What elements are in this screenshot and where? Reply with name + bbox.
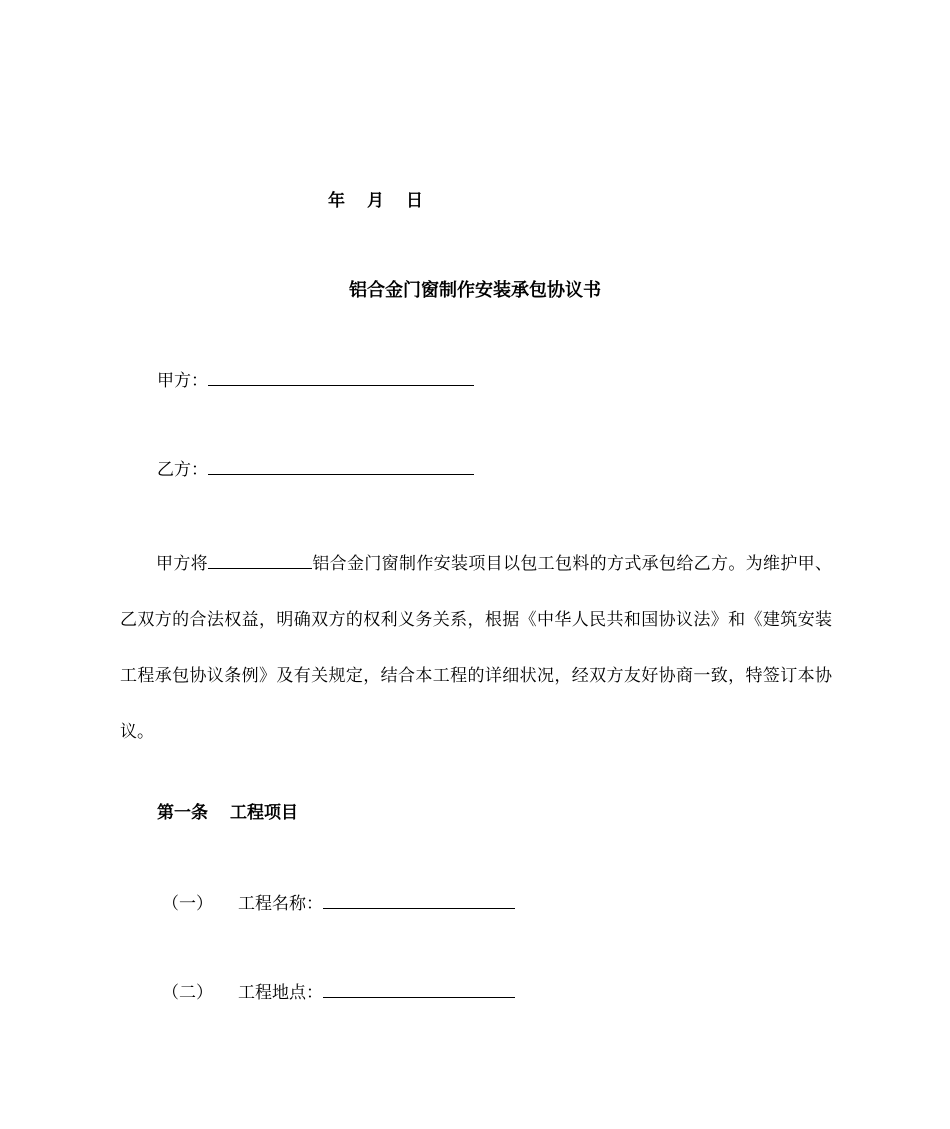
project-name-blank[interactable] <box>208 550 312 569</box>
party-b-field <box>157 455 474 480</box>
party-b-blank[interactable] <box>208 456 474 475</box>
date-day: 日 <box>406 191 423 211</box>
intro-paragraph <box>120 536 832 760</box>
item-number: （二） <box>162 983 213 1003</box>
article-heading <box>157 798 298 823</box>
date-year: 年 <box>328 191 345 211</box>
project-name-field-blank[interactable] <box>323 890 515 909</box>
item-number: （一） <box>162 894 213 914</box>
item-label: 工程名称： <box>238 894 323 914</box>
project-location-field-blank[interactable] <box>323 979 515 998</box>
item-project-name <box>162 889 515 914</box>
party-a-field <box>157 366 474 391</box>
date-line <box>328 186 423 211</box>
party-a-blank[interactable] <box>208 367 474 386</box>
article-title: 工程项目 <box>230 803 298 823</box>
intro-text-rest: 铝合金门窗制作安装项目以包工包料的方式承包给乙方。为维护甲、乙双方的合法权益，明确双方的权利义务关系，根据《中华人民共和国协议法》和《建筑安装工程承包协议条例》及有关规定，结合本工程的详细状况，经双方友好协商一致，特签订本协议。 <box>120 554 832 742</box>
intro-text-start: 甲方将 <box>156 554 208 574</box>
document-title: 铝合金门窗制作安装承包协议书 <box>349 280 601 301</box>
party-b-label: 乙方： <box>157 460 208 480</box>
item-project-location <box>162 978 515 1003</box>
article-number: 第一条 <box>157 803 208 823</box>
party-a-label: 甲方： <box>157 371 208 391</box>
date-month: 月 <box>367 191 384 211</box>
item-label: 工程地点： <box>238 983 323 1003</box>
